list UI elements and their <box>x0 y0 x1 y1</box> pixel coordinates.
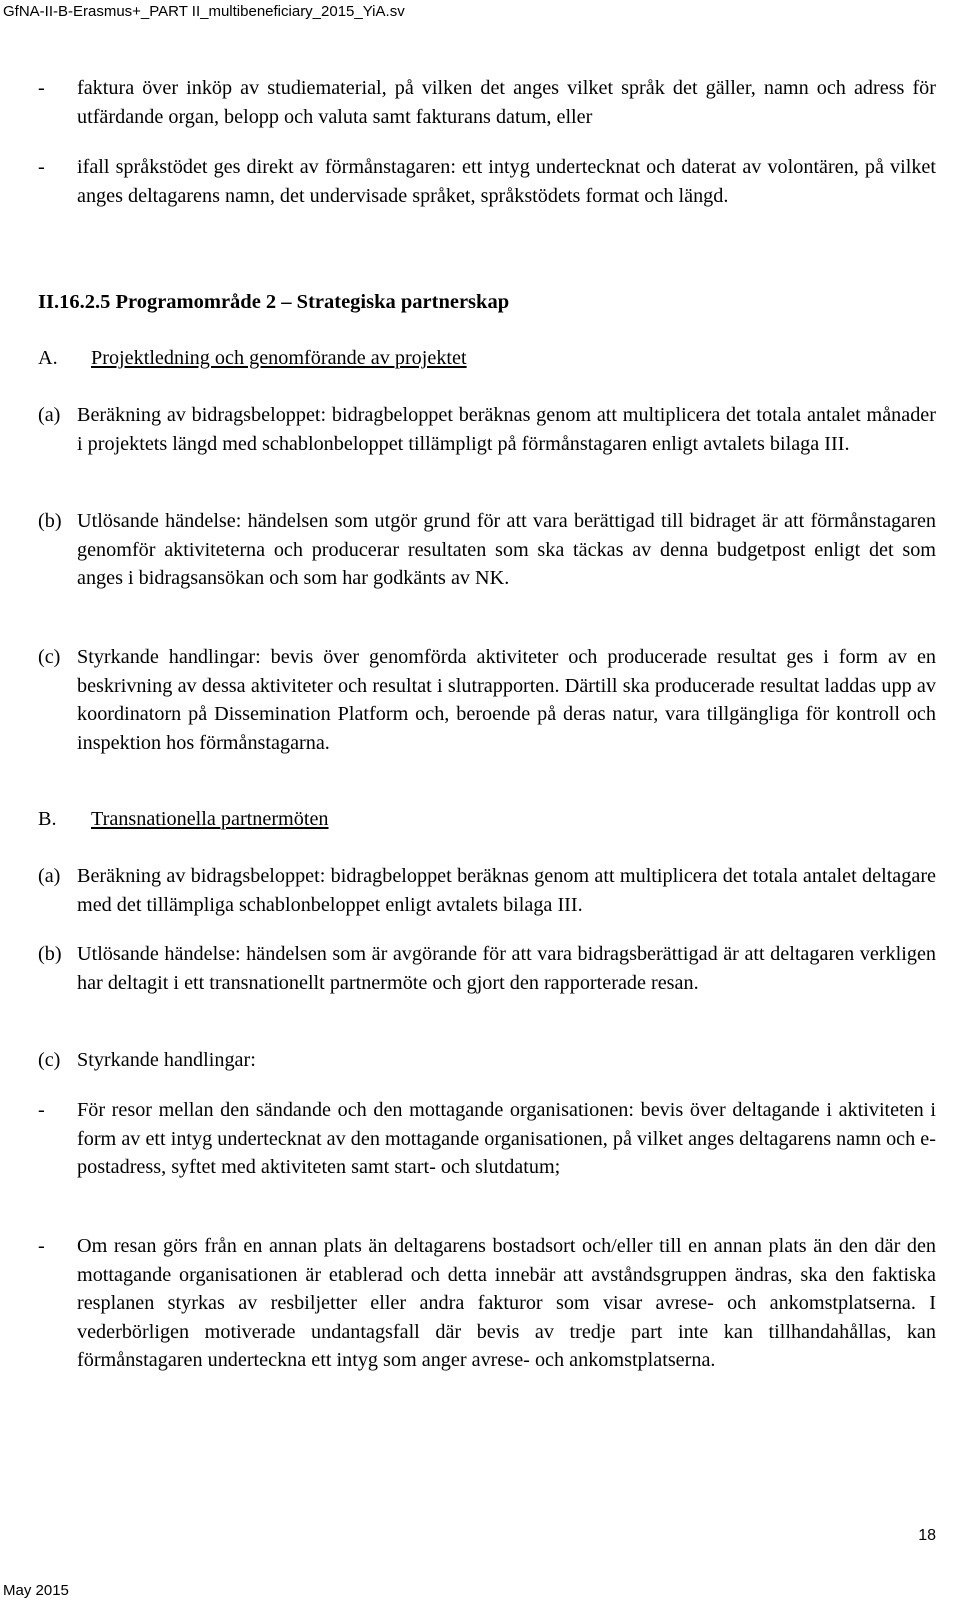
page-number: 18 <box>918 1527 936 1544</box>
list-marker: - <box>38 1235 45 1257</box>
list-item-text: Beräkning av bidragsbeloppet: bidragbeloppet beräknas genom att multiplicera det totala antalet deltagare med det tillämpliga schablonbeloppet enligt avtalets bilaga III. <box>77 865 936 916</box>
list-marker: (b) <box>38 943 62 965</box>
list-marker: (c) <box>38 1049 61 1071</box>
footer-date: May 2015 <box>3 1582 69 1599</box>
list-marker: - <box>38 156 45 178</box>
document-header-filename: GfNA-II-B-Erasmus+_PART II_multibeneficiary_2015_YiA.sv <box>3 3 405 20</box>
list-marker: - <box>38 77 45 99</box>
list-item-text: faktura över inköp av studiematerial, på vilken det anges vilket språk det gäller, namn och adress för utfärdande organ, belopp och valuta samt fakturans datum, eller <box>77 77 936 128</box>
list-item-text: För resor mellan den sändande och den mottagande organisationen: bevis över deltagande i aktiviteten i form av ett intyg undertecknat av den mottagande organisationen, på vilket anges deltagarens namn och e-postadress, syftet med aktiviteten samt start- och slutdatum; <box>77 1099 936 1179</box>
subsection-title: Projektledning och genomförande av projektet <box>91 347 467 369</box>
list-item-text: Styrkande handlingar: bevis över genomförda aktiviteter och producerade resultat ges i form av en beskrivning av dessa aktiviteter och resultat i slutrapporten. Därtill ska producerade resultat laddas upp av koordinatorn på Dissemination Platform och, beroende på deras natur, vara tillgängliga för kontroll och inspektion hos förmånstagarna. <box>77 646 936 754</box>
list-item-text: Styrkande handlingar: <box>77 1049 256 1071</box>
list-marker: (a) <box>38 404 61 426</box>
list-marker: (c) <box>38 646 61 668</box>
list-item-text: ifall språkstödet ges direkt av förmånstagaren: ett intyg undertecknat och daterat av volontären, på vilket anges deltagarens namn, det undervisade språket, språkstödets format och längd. <box>77 156 936 207</box>
subsection-marker: A. <box>38 347 58 369</box>
subsection-marker: B. <box>38 808 57 830</box>
list-marker: - <box>38 1099 45 1121</box>
list-item-text: Om resan görs från en annan plats än deltagarens bostadsort och/eller till en annan plats än den där den mottagande organisationen är etablerad och detta innebär att avståndsgruppen ändras, ska den faktiska resplanen styrkas av resbiljetter eller andra fakturor som visar avrese- och ankomstplatserna. I vederbörligen motiverade undantagsfall där bevis av tredje part inte kan tillhandahållas, kan förmånstagaren underteckna ett intyg som anger avrese- och ankomstplatserna. <box>77 1235 936 1372</box>
list-item-text: Utlösande händelse: händelsen som utgör grund för att vara berättigad till bidraget är att förmånstagaren genomför aktiviteterna och producerar resultaten som ska täckas av denna budgetpost enligt det som anges i bidragsansökan och som har godkänts av NK. <box>77 510 936 590</box>
list-item-text: Utlösande händelse: händelsen som är avgörande för att vara bidragsberättigad är att deltagaren verkligen har deltagit i ett transnationellt partnermöte och gjort den rapporterade resan. <box>77 943 936 994</box>
list-marker: (b) <box>38 510 62 532</box>
subsection-title: Transnationella partnermöten <box>91 808 329 830</box>
section-heading: II.16.2.5 Programområde 2 – Strategiska partnerskap <box>38 291 510 313</box>
list-marker: (a) <box>38 865 61 887</box>
list-item-text: Beräkning av bidragsbeloppet: bidragbeloppet beräknas genom att multiplicera det totala antalet månader i projektets längd med schablonbeloppet tillämpligt på förmånstagaren enligt avtalets bilaga III. <box>77 404 936 455</box>
